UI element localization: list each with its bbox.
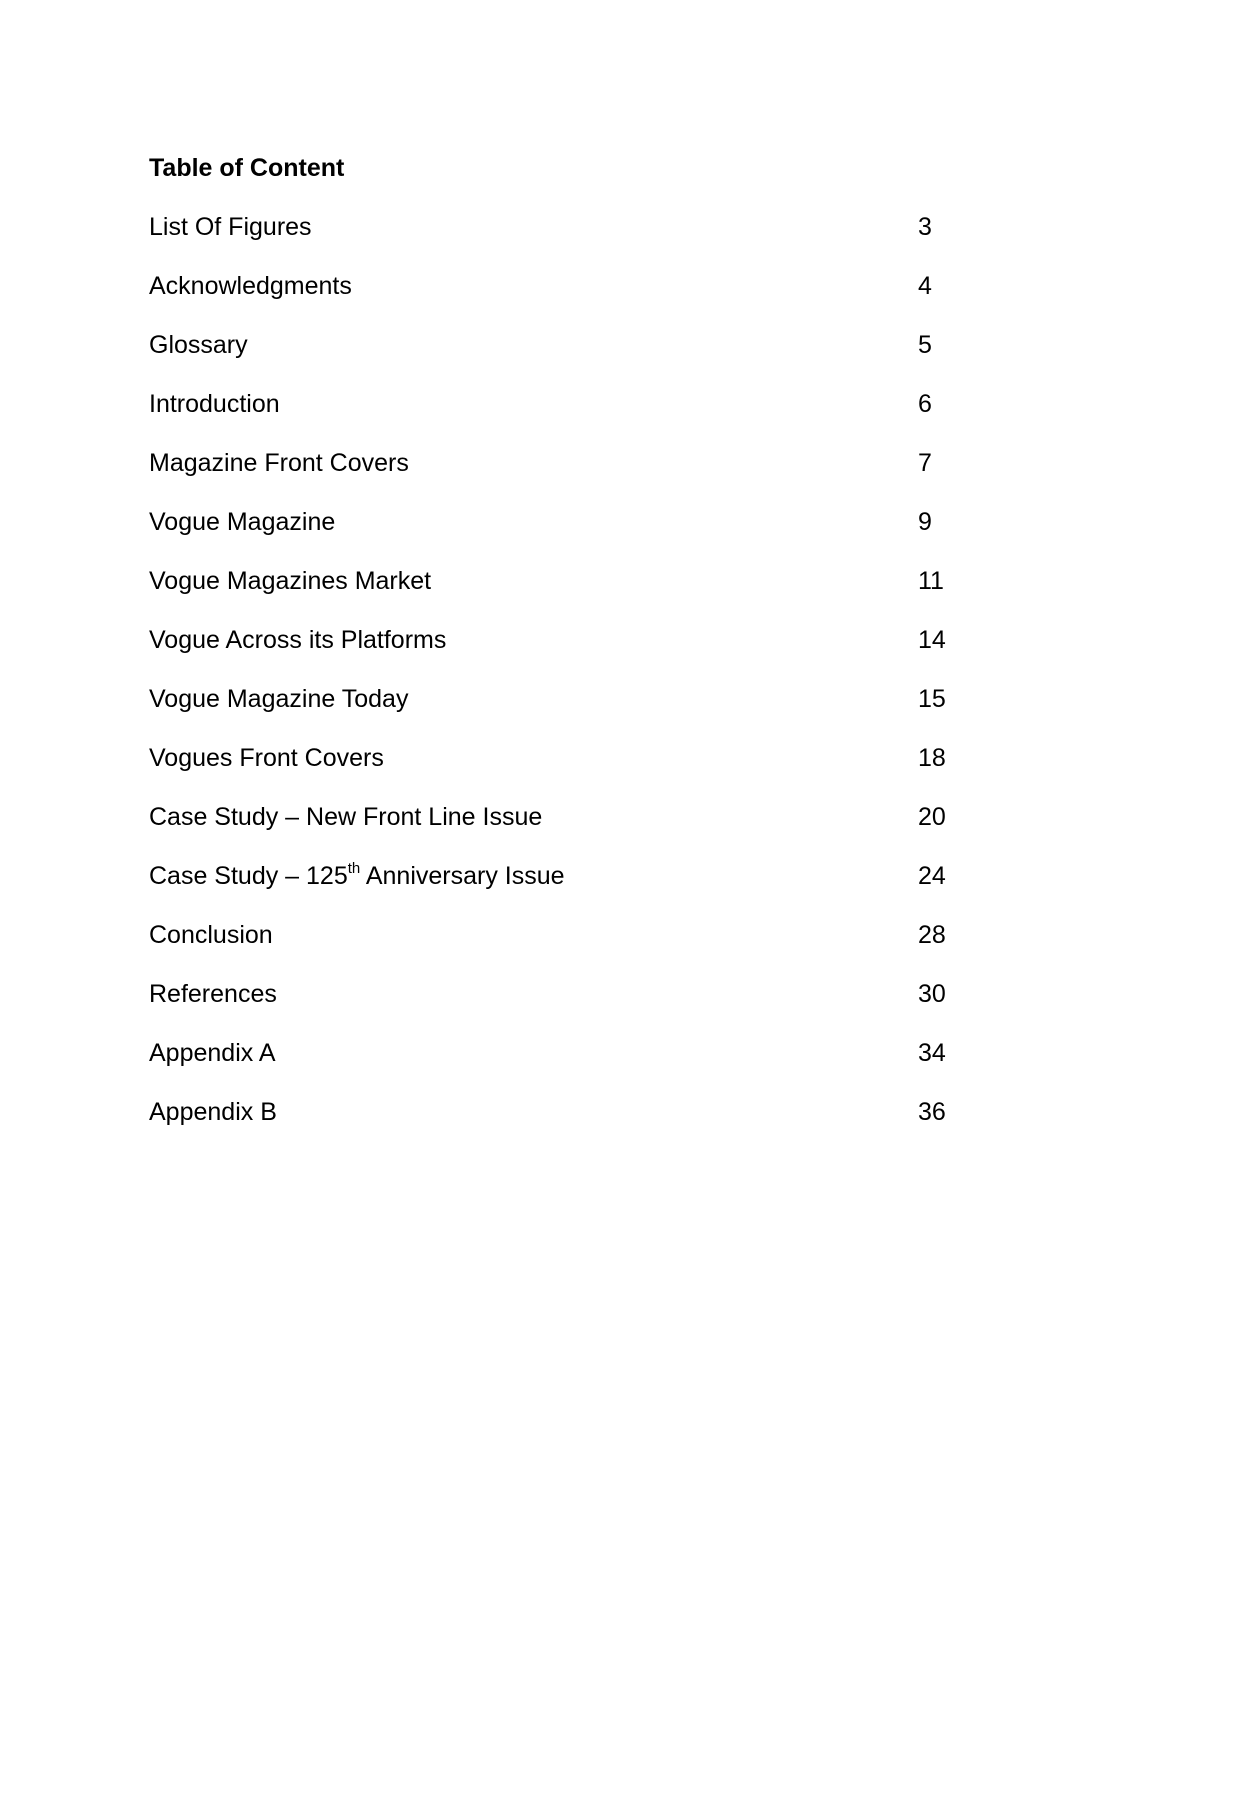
toc-entry-vogue-magazine-today[interactable] bbox=[149, 679, 949, 738]
toc-entry-page-number: 5 bbox=[918, 331, 932, 359]
toc-entry-label: Magazine Front Covers bbox=[149, 449, 409, 477]
toc-entry-label: Vogue Across its Platforms bbox=[149, 626, 447, 654]
toc-entry-label: Glossary bbox=[149, 331, 248, 359]
toc-entry-label: Vogues Front Covers bbox=[149, 744, 384, 772]
toc-entry-page-number: 24 bbox=[918, 862, 946, 890]
toc-entry-label: Vogue Magazine bbox=[149, 508, 336, 536]
toc-entry-references[interactable] bbox=[149, 974, 949, 1033]
toc-entry-label: Appendix B bbox=[149, 1098, 277, 1126]
toc-entry-page-number: 7 bbox=[918, 449, 932, 477]
toc-entry-label: Vogue Magazines Market bbox=[149, 567, 432, 595]
toc-entry-label: Vogue Magazine Today bbox=[149, 685, 409, 713]
toc-entry-label-superscript: th bbox=[347, 860, 361, 877]
toc-entry-page-number: 11 bbox=[918, 567, 944, 595]
toc-entry-conclusion[interactable] bbox=[149, 915, 949, 974]
toc-entry-label: References bbox=[149, 980, 277, 1008]
toc-entry-label: Introduction bbox=[149, 390, 280, 418]
toc-entry-list-of-figures[interactable] bbox=[149, 207, 949, 266]
toc-entry-vogue-magazines-market[interactable] bbox=[149, 561, 949, 620]
toc-entry-label: Appendix A bbox=[149, 1039, 276, 1067]
toc-entry-appendix-a[interactable] bbox=[149, 1033, 949, 1092]
toc-entry-vogue-magazine[interactable] bbox=[149, 502, 949, 561]
toc-title: Table of Content bbox=[149, 154, 345, 182]
toc-entry-label: Conclusion bbox=[149, 921, 273, 949]
toc-entry-page-number: 28 bbox=[918, 921, 946, 949]
toc-entry-page-number: 14 bbox=[918, 626, 946, 654]
toc-entry-page-number: 36 bbox=[918, 1098, 946, 1126]
toc-entry-page-number: 30 bbox=[918, 980, 946, 1008]
toc-entry-page-number: 18 bbox=[918, 744, 946, 772]
toc-entry-page-number: 3 bbox=[918, 213, 932, 241]
toc-entry-case-study-new-front-line[interactable] bbox=[149, 797, 949, 856]
toc-entry-page-number: 6 bbox=[918, 390, 932, 418]
toc-entry-page-number: 9 bbox=[918, 508, 932, 536]
toc-entry-label-before: Case Study – 125 bbox=[149, 862, 348, 890]
toc-entry-page-number: 34 bbox=[918, 1039, 946, 1067]
toc-entry-page-number: 15 bbox=[918, 685, 946, 713]
toc-entry-label: Case Study – New Front Line Issue bbox=[149, 803, 543, 831]
toc-entry-vogues-front-covers[interactable] bbox=[149, 738, 949, 797]
toc-entry-glossary[interactable] bbox=[149, 325, 949, 384]
toc-entry-page-number: 4 bbox=[918, 272, 932, 300]
table-of-contents bbox=[149, 148, 949, 1151]
toc-entry-appendix-b[interactable] bbox=[149, 1092, 949, 1151]
toc-entry-label: List Of Figures bbox=[149, 213, 312, 241]
toc-entry-vogue-across-platforms[interactable] bbox=[149, 620, 949, 679]
toc-entry-page-number: 20 bbox=[918, 803, 946, 831]
toc-list bbox=[149, 207, 949, 1151]
toc-entry-label bbox=[149, 856, 565, 896]
toc-entry-magazine-front-covers[interactable] bbox=[149, 443, 949, 502]
toc-entry-introduction[interactable] bbox=[149, 384, 949, 443]
toc-entry-label: Acknowledgments bbox=[149, 272, 352, 300]
toc-entry-label-after: Anniversary Issue bbox=[360, 862, 565, 890]
toc-entry-acknowledgments[interactable] bbox=[149, 266, 949, 325]
toc-entry-case-study-125th-anniversary[interactable] bbox=[149, 856, 949, 915]
